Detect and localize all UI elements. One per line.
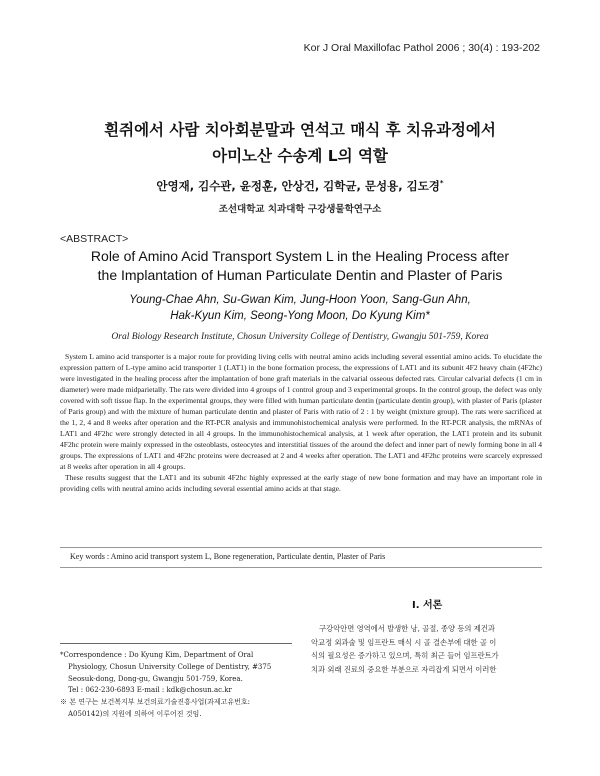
introduction-line: 악교정 외과술 및 임프란트 매식 시 골 결손부에 대한 골 이	[311, 637, 497, 647]
footnote-line: Seosuk-dong, Dong-gu, Gwangju 501-759, Korea.	[68, 674, 243, 683]
korean-title-line-2: 아미노산 수송계 L의 역할	[212, 147, 388, 165]
introduction-line: 식의 필요성은 증가하고 있으며, 특히 최근 들어 임프란트가	[311, 651, 499, 660]
section-heading-introduction: I. 서론	[412, 600, 443, 611]
english-affiliation: Oral Biology Research Institute, Chosun University College of Dentistry, Gwangju 501-759, Korea	[111, 332, 489, 342]
english-title-line-2: the Implantation of Human Particulate Dentin and Plaster of Paris	[97, 267, 503, 283]
english-authors-line-2: Hak-Kyun Kim, Seong-Yong Moon, Do Kyung Kim*	[170, 310, 430, 322]
abstract-paragraph-1: System L amino acid transporter is a major route for providing living cells with neutral amino acids including several essential amino acids. To elucidate the expression pattern of L-type amino acid transporter 1 (LAT1) in the bone formation process, the expressions of LAT1 and its subunit 4F2 heavy chain (4F2hc) were investigated in the healing process after the implantation of bone graft materials in the calvarial osseous defected rats. Circular calvarial defects (1 cm in diameter) were made midparietally. The rats were divided into 4 groups of 1 control group and 3 experimental groups. In the control group, the defect was only covered with soft tissue flap. In the experimental groups, they were filled with human particulate dentin (particulate dentin group), with plaster of Paris (plaster of Paris group) and with the mixture of human particulate dentin and plaster of Paris with ratio of 2 : 1 by weight (mixture group). The rats were sacrificed at the 1, 2, 4 and 8 weeks after operation and the RT-PCR analysis and immunohistochemical analysis were performed. In the RT-PCR analysis, the mRNAs of LAT1 and 4F2hc were strongly detected in all 4 groups. In the immunohistochemical analysis, at 1 week after operation, the LAT1 protein and its subunit 4F2hc protein were mainly expressed in the osteoblasts, osteocytes and interstitial tissues of the around the defect and inner part of newly forming bone in all 4 groups. The expressions of LAT1 and 4F2hc proteins were decreased at 2 and 4 weeks after operation. The LAT1 and 4F2hc proteins were scarcely expressed at 8 weeks after operation in all 4 groups.	[60, 352, 542, 471]
english-title-line-1: Role of Amino Acid Transport System L in the Healing Process after	[90, 248, 510, 264]
journal-reference: Kor J Oral Maxillofac Pathol 2006 ; 30(4) : 193-202	[303, 42, 540, 54]
english-authors-line-1: Young-Chae Ahn, Su-Gwan Kim, Jung-Hoon Yoon, Sang-Gun Ahn,	[129, 294, 471, 306]
abstract-paragraph-2: These results suggest that the LAT1 and its subunit 4F2hc highly expressed at the early stage of new bone formation and may have an important role in providing cells with neutral amino acids including several essential amino acids at that stage.	[60, 473, 542, 493]
introduction-line: 치과 외래 진료의 중요한 부분으로 자리잡게 되면서 이러한	[311, 664, 497, 674]
footnote-rule	[60, 643, 292, 644]
keywords: Key words : Amino acid transport system L, Bone regeneration, Particulate dentin, Plaster of Paris	[70, 552, 386, 561]
introduction-line: 구강악안면 영역에서 발생한 낭, 골절, 종양 등의 제건과	[319, 624, 495, 633]
footnote-line: ※ 본 연구는 보건복지부 보건의료기술진흥사업(과제고유번호:	[60, 698, 251, 707]
corresponding-mark: *	[439, 179, 444, 188]
footnote-line: Physiology, Chosun University College of Dentistry, #375	[68, 662, 272, 671]
korean-author-list: 안영재, 김수관, 윤정훈, 안상건, 김학균, 문성용, 김도경	[156, 179, 440, 193]
keywords-divider-top	[60, 547, 542, 548]
footnote-line: A050142)의 지원에 의하여 이루어진 것임.	[68, 709, 202, 718]
abstract-body	[60, 351, 542, 494]
korean-authors	[0, 178, 600, 194]
introduction-text	[311, 622, 544, 676]
abstract-label: <ABSTRACT>	[60, 233, 129, 245]
footnote-line: *Correspondence : Do Kyung Kim, Department of Oral	[60, 651, 254, 659]
korean-title-line-1: 흰쥐에서 사람 치아회분말과 연석고 매식 후 치유과정에서	[104, 121, 496, 139]
korean-affiliation: 조선대학교 치과대학 구강생물학연구소	[218, 204, 382, 215]
footnote	[60, 650, 296, 721]
keywords-divider-bottom	[60, 567, 542, 568]
footnote-line: Tel : 062-230-6893 E-mail : kdk@chosun.ac.kr	[68, 686, 232, 695]
